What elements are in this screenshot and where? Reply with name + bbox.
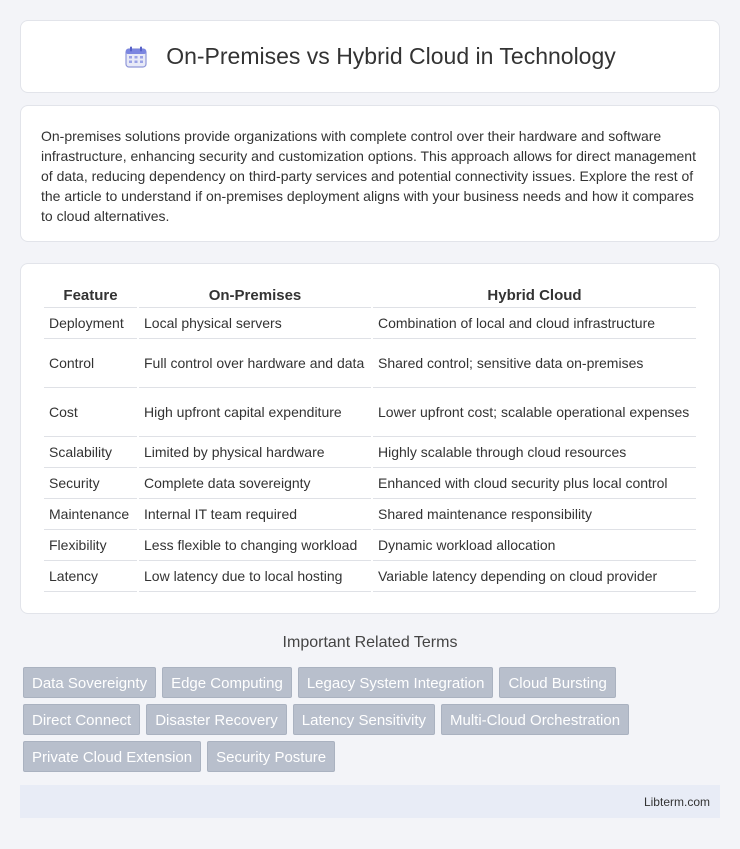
tag-latency-sensitivity[interactable]: Latency Sensitivity bbox=[293, 704, 435, 735]
header-card bbox=[20, 20, 720, 93]
related-terms-title: Important Related Terms bbox=[282, 634, 458, 651]
table-header: On-Premises bbox=[139, 286, 371, 308]
table-cell: Less flexible to changing workload bbox=[139, 530, 371, 561]
tag-edge-computing[interactable]: Edge Computing bbox=[162, 667, 292, 698]
intro-text: On-premises solutions provide organizations with complete control over their hardware and software infrastructure, enhancing security and customization options. This approach allows for direct management of data, reducing dependency on third-party services and potential connectivity issues. Explore the rest of the article to understand if on-premises deployment aligns with your business needs and how it compares to cloud alternatives. bbox=[41, 128, 696, 224]
related-terms-list bbox=[23, 667, 723, 778]
table-cell: Full control over hardware and data bbox=[139, 339, 371, 388]
tag-direct-connect[interactable]: Direct Connect bbox=[23, 704, 140, 735]
table-cell: Lower upfront cost; scalable operational expenses bbox=[373, 388, 696, 437]
footer bbox=[20, 785, 720, 818]
tag-disaster-recovery[interactable]: Disaster Recovery bbox=[146, 704, 287, 735]
table-header-row bbox=[44, 286, 696, 308]
table-cell: Enhanced with cloud security plus local control bbox=[373, 468, 696, 499]
table-row bbox=[44, 468, 696, 499]
table-cell: Security bbox=[44, 468, 137, 499]
table-cell: Low latency due to local hosting bbox=[139, 561, 371, 592]
tag-legacy-system-integration[interactable]: Legacy System Integration bbox=[298, 667, 494, 698]
table-cell: Limited by physical hardware bbox=[139, 437, 371, 468]
table-cell: Scalability bbox=[44, 437, 137, 468]
table-cell: Cost bbox=[44, 388, 137, 437]
footer-link[interactable]: Libterm.com bbox=[643, 794, 710, 809]
calendar-icon bbox=[124, 45, 148, 69]
comparison-card bbox=[20, 263, 720, 614]
tag-multi-cloud-orchestration[interactable]: Multi-Cloud Orchestration bbox=[441, 704, 629, 735]
table-cell: Maintenance bbox=[44, 499, 137, 530]
table-header: Hybrid Cloud bbox=[373, 286, 696, 308]
table-cell: Complete data sovereignty bbox=[139, 468, 371, 499]
intro-card bbox=[20, 105, 720, 242]
page-title: On-Premises vs Hybrid Cloud in Technology bbox=[166, 43, 616, 69]
table-row bbox=[44, 437, 696, 468]
table-cell: Combination of local and cloud infrastructure bbox=[373, 308, 696, 339]
table-row bbox=[44, 530, 696, 561]
tag-cloud-bursting[interactable]: Cloud Bursting bbox=[499, 667, 615, 698]
table-row bbox=[44, 499, 696, 530]
table-cell: Dynamic workload allocation bbox=[373, 530, 696, 561]
table-row bbox=[44, 561, 696, 592]
tag-private-cloud-extension[interactable]: Private Cloud Extension bbox=[23, 741, 201, 772]
table-cell: Latency bbox=[44, 561, 137, 592]
table-cell: Highly scalable through cloud resources bbox=[373, 437, 696, 468]
tag-security-posture[interactable]: Security Posture bbox=[207, 741, 335, 772]
table-cell: Internal IT team required bbox=[139, 499, 371, 530]
comparison-table bbox=[42, 286, 698, 592]
table-cell: High upfront capital expenditure bbox=[139, 388, 371, 437]
table-cell: Flexibility bbox=[44, 530, 137, 561]
table-row bbox=[44, 308, 696, 339]
table-cell: Control bbox=[44, 339, 137, 388]
tag-data-sovereignty[interactable]: Data Sovereignty bbox=[23, 667, 156, 698]
table-cell: Variable latency depending on cloud provider bbox=[373, 561, 696, 592]
table-cell: Shared control; sensitive data on-premises bbox=[373, 339, 696, 388]
table-row bbox=[44, 339, 696, 388]
table-header: Feature bbox=[44, 286, 137, 308]
table-row bbox=[44, 388, 696, 437]
table-cell: Local physical servers bbox=[139, 308, 371, 339]
table-cell: Deployment bbox=[44, 308, 137, 339]
table-cell: Shared maintenance responsibility bbox=[373, 499, 696, 530]
